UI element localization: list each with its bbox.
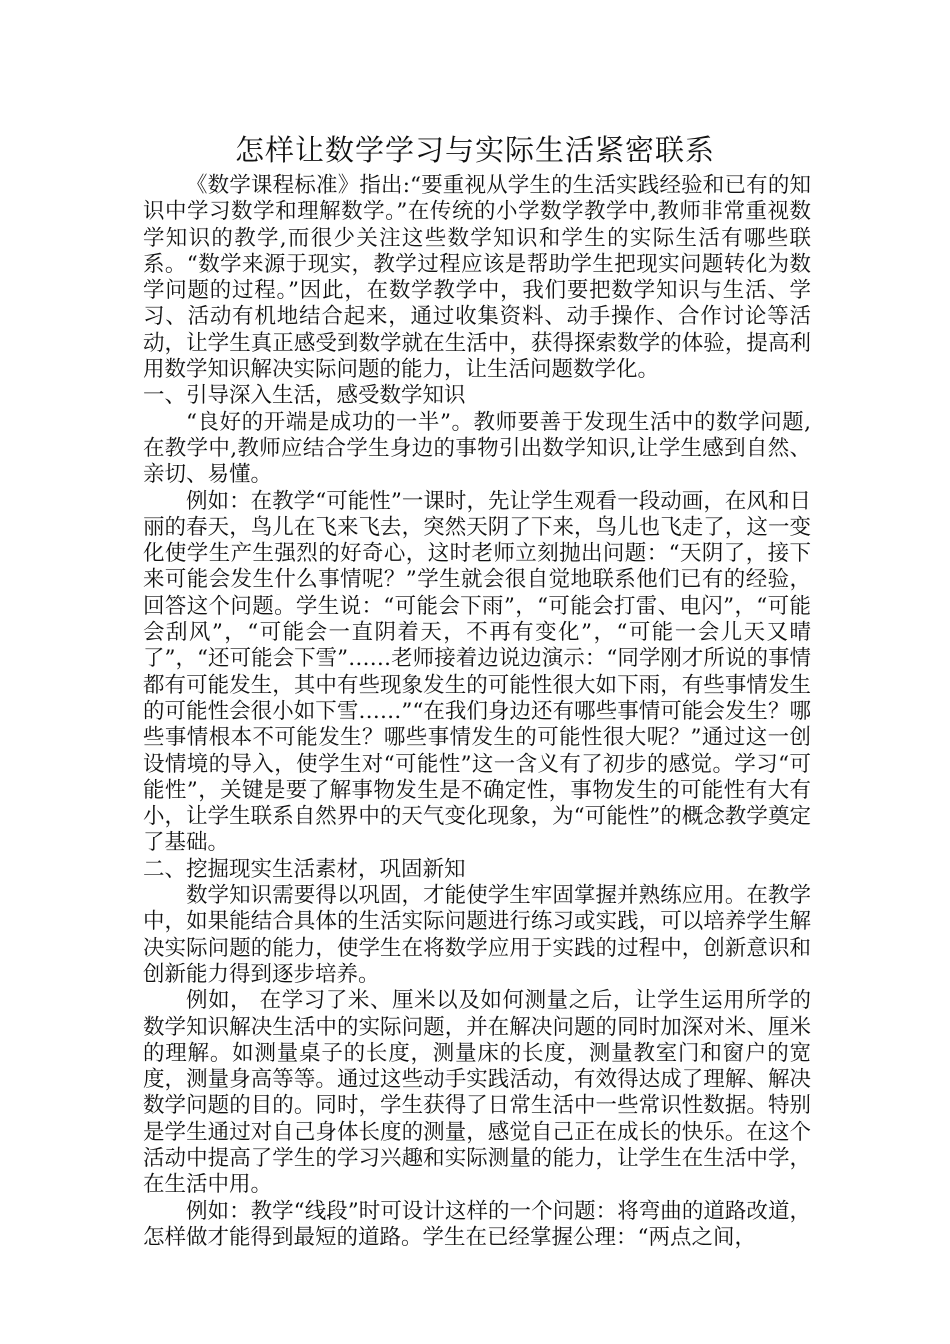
paragraph-segment-example: 例如：教学“线段”时可设计这样的一个问题：将弯曲的道路改道，怎样做才能得到最短的道路。学生在已经掌握公理：“两点之间， <box>143 1198 811 1250</box>
document-body <box>143 173 811 1251</box>
section-heading-1: 一、引导深入生活，感受数学知识 <box>143 383 466 409</box>
document-title: 怎样让数学学习与实际生活紧密联系 <box>234 133 715 167</box>
paragraph-good-start: “良好的开端是成功的一半”。教师要善于发现生活中的数学问题,在教学中,教师应结合学生身边的事物引出数学知识,让学生感到自然、亲切、易懂。 <box>143 409 811 488</box>
section-heading-2: 二、挖掘现实生活素材，巩固新知 <box>143 856 466 882</box>
paragraph-measurement-example: 例如， 在学习了米、厘米以及如何测量之后，让学生运用所学的数学知识解决生活中的实际问题，并在解决问题的同时加深对米、厘米的理解。如测量桌子的长度，测量床的长度，测量教室门和窗户的宽度，测量身高等等。通过这些动手实践活动，有效得达成了理解、解决数学问题的目的。同时，学生获得了日常生活中一些常识性数据。特别是学生通过对自己身体长度的测量，感觉自己正在成长的快乐。在这个活动中提高了学生的学习兴趣和实际测量的能力，让学生在生活中学，在生活中用。 <box>143 988 811 1198</box>
paragraph-possibility-example: 例如：在教学“可能性”一课时，先让学生观看一段动画，在风和日丽的春天，鸟儿在飞来飞去，突然天阴了下来，鸟儿也飞走了，这一变化使学生产生强烈的好奇心，这时老师立刻抛出问题：“天阴了，接下来可能会发生什么事情呢？”学生就会很自觉地联系他们已有的经验，回答这个问题。学生说：“可能会下雨”，“可能会打雷、电闪”，“可能会刮风”，“可能会一直阴着天，不再有变化”，“可能一会儿天又晴了”，“还可能会下雪”……老师接着边说边演示：“同学刚才所说的事情都有可能发生，其中有些现象发生的可能性很大如下雨，有些事情发生的可能性会很小如下雪……”“在我们身边还有哪些事情可能会发生？哪些事情根本不可能发生？哪些事情发生的可能性很大呢？”通过这一创设情境的导入，使学生对“可能性”这一含义有了初步的感觉。学习“可能性”，关键是要了解事物发生是不确定性，事物发生的可能性有大有小，让学生联系自然界中的天气变化现象，为“可能性”的概念教学奠定了基础。 <box>143 488 811 856</box>
paragraph-consolidate: 数学知识需要得以巩固，才能使学生牢固掌握并熟练应用。在教学中，如果能结合具体的生活实际问题进行练习或实践，可以培养学生解决实际问题的能力，使学生在将数学应用于实践的过程中，创新意识和创新能力得到逐步培养。 <box>143 883 811 987</box>
paragraph-intro: 《数学课程标准》指出:“要重视从学生的生活实践经验和已有的知识中学习数学和理解数学。”在传统的小学数学教学中,教师非常重视数学知识的教学,而很少关注这些数学知识和学生的实际生活有哪些联系。“数学来源于现实，教学过程应该是帮助学生把现实问题转化为数学问题的过程。”因此，在数学教学中，我们要把数学知识与生活、学习、活动有机地结合起来，通过收集资料、动手操作、合作讨论等活动，让学生真正感受到数学就在生活中，获得探索数学的体验，提高利用数学知识解决实际问题的能力，让生活问题数学化。 <box>143 173 811 383</box>
